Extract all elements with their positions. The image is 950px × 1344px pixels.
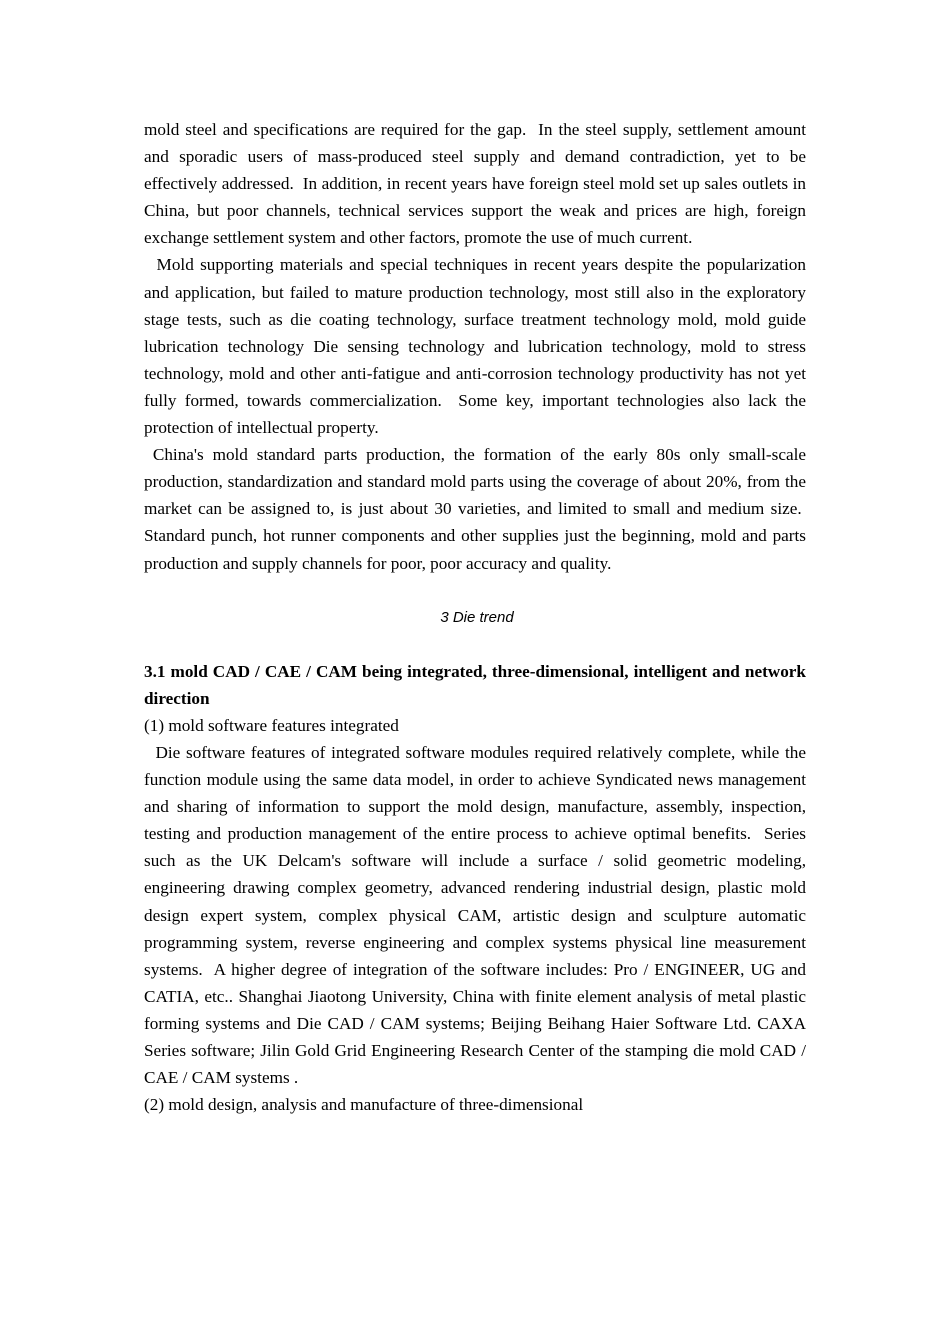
section-heading: 3.1 mold CAD / CAE / CAM being integrated, three-dimensional, intelligent and network direction bbox=[144, 661, 806, 708]
body-paragraph: Die software features of integrated software modules required relatively complete, while the function module using the same data model, in order to achieve Syndicated news management and sharing of information to support the mold design, manufacture, assembly, inspection, testing and production management of the entire process to achieve optimal benefits. Series such as the UK Delcam's software will include a surface / solid geometric modeling, engineering drawing complex geometry, advanced rendering industrial design, plastic mold design expert system, complex physical CAM, artistic design and sculpture automatic programming system, reverse engineering and complex systems physical line measurement systems. A higher degree of integration of the software includes: Pro / ENGINEER, UG and CATIA, etc.. Shanghai Jiaotong University, China with finite element analysis of metal plastic forming systems and Die CAD / CAM systems; Beijing Beihang Haier Software Ltd. CAXA Series software; Jilin Gold Grid Engineering Research Center of the stamping die mold CAD / CAE / CAM systems . bbox=[144, 742, 806, 1088]
subheading: (2) mold design, analysis and manufacture of three-dimensional bbox=[144, 1095, 584, 1115]
body-paragraph: Mold supporting materials and special techniques in recent years despite the popularization and application, but failed to mature production technology, most still also in the exploratory stage tests, such as die coating technology, surface treatment technology mold, mold guide lubrication technology Die sensing technology and lubrication technology, mold to stress technology, mold and other anti-fatigue and anti-corrosion technology productivity has not yet fully formed, towards commercialization. Some key, important technologies also lack the protection of intellectual property. bbox=[144, 255, 806, 438]
document-page bbox=[144, 116, 806, 1118]
body-paragraph: mold steel and specifications are required for the gap. In the steel supply, settlement amount and sporadic users of mass-produced steel supply and demand contradiction, yet to be effectively addressed. In addition, in recent years have foreign steel mold set up sales outlets in China, but poor channels, technical services support the weak and prices are high, foreign exchange settlement system and other factors, promote the use of much current. bbox=[144, 120, 806, 248]
subheading: (1) mold software features integrated bbox=[144, 715, 399, 735]
body-paragraph: China's mold standard parts production, the formation of the early 80s only small-scale production, standardization and standard mold parts using the coverage of about 20%, from the market can be assigned to, is just about 30 varieties, and limited to small and medium size. Standard punch, hot runner components and other supplies just the beginning, mold and parts production and supply channels for poor, poor accuracy and quality. bbox=[144, 445, 806, 573]
chapter-heading: 3 Die trend bbox=[440, 608, 514, 626]
